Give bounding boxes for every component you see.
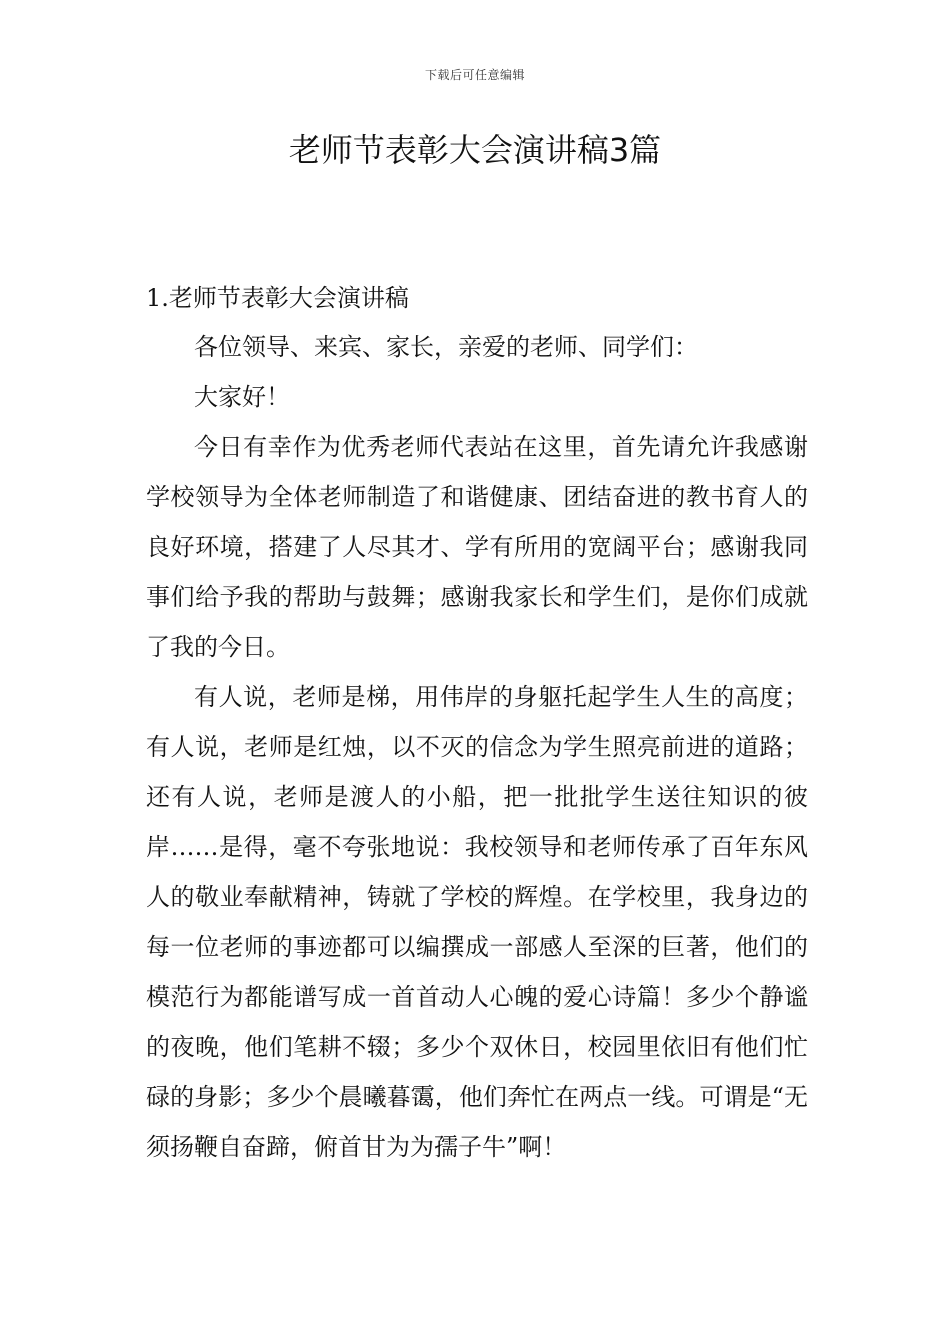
- paragraph-salutation: 各位领导、来宾、家长，亲爱的老师、同学们：: [194, 333, 698, 361]
- header-note: 下载后可任意编辑: [424, 68, 525, 82]
- document-title: 老师节表彰大会演讲稿3篇: [288, 131, 662, 169]
- paragraph-teachers-praise: 有人说，老师是梯，用伟岸的身躯托起学生人生的高度；有人说，老师是红烛，以不灭的信念为学生照亮前进的道路；还有人说，老师是渡人的小船，把一批批学生送往知识的彼岸……是得，毫不夸张地说：我校领导和老师传承了百年东风人的敬业奉献精神，铸就了学校的辉煌。在学校里，我身边的每一位老师的事迹都可以编撰成一部感人至深的巨著，他们的模范行为都能谱写成一首首动人心魄的爱心诗篇！多少个静谧的夜晚，他们笔耕不辍；多少个双休日，校园里依旧有他们忙碌的身影；多少个晨曦暮霭，他们奔忙在两点一线。可谓是“无须扬鞭自奋蹄，俯首甘为为孺子牛”啊！: [146, 683, 808, 1161]
- section-heading: 1.老师节表彰大会演讲稿: [146, 284, 409, 312]
- paragraph-greeting: 大家好！: [194, 383, 290, 411]
- paragraph-thanks: 今日有幸作为优秀老师代表站在这里，首先请允许我感谢学校领导为全体老师制造了和谐健康、团结奋进的教书育人的良好环境，搭建了人尽其才、学有所用的宽阔平台；感谢我同事们给予我的帮助与鼓舞；感谢我家长和学生们，是你们成就了我的今日。: [146, 433, 808, 661]
- document-body: [146, 276, 808, 1172]
